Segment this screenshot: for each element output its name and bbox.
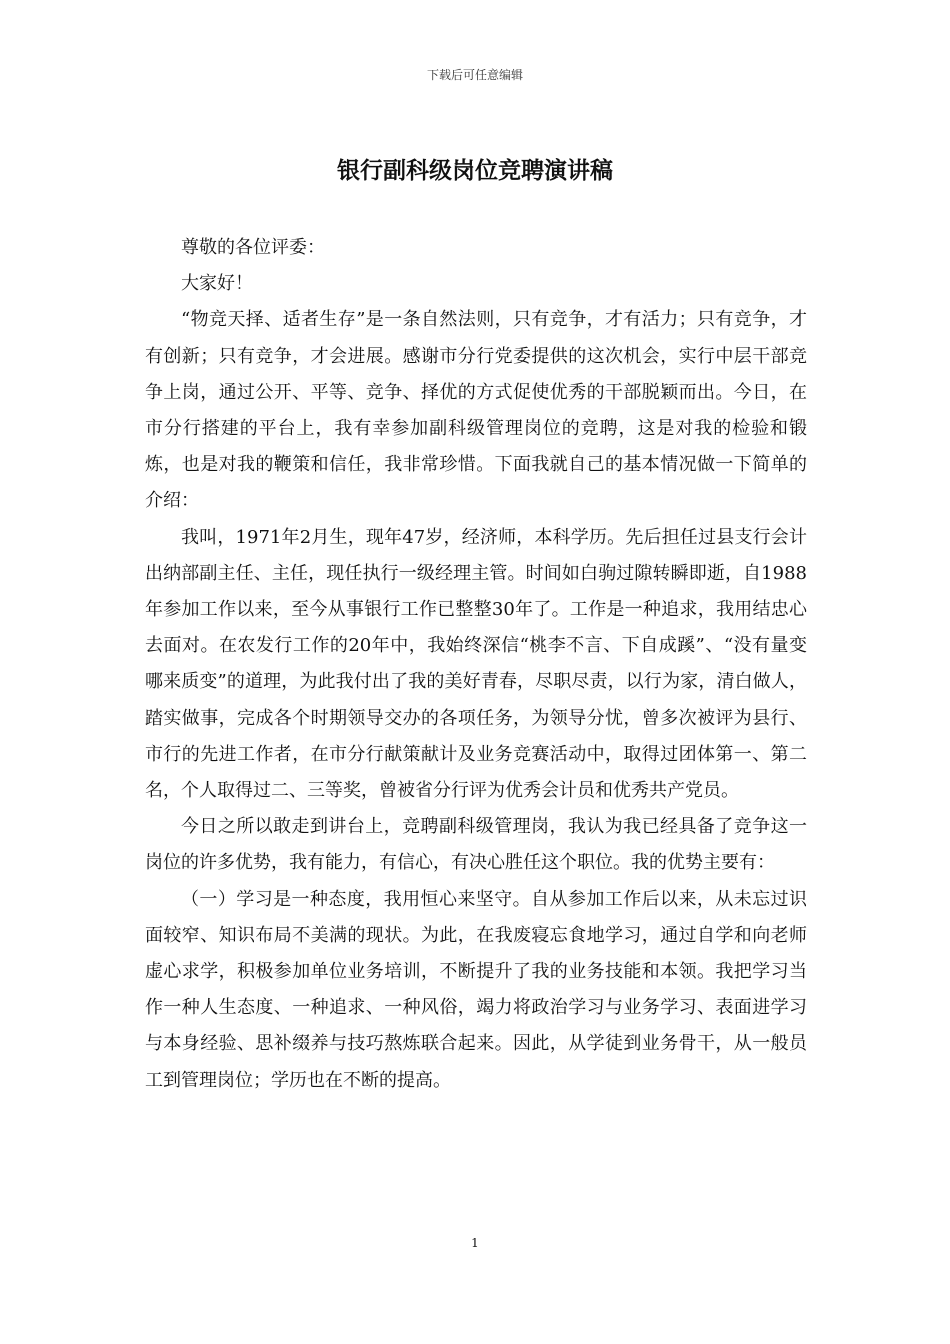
- paragraph-advantages: 今日之所以敢走到讲台上，竞聘副科级管理岗，我认为我已经具备了竞争这一岗位的许多优势，我有能力，有信心，有决心胜任这个职位。我的优势主要有：: [145, 816, 807, 874]
- paragraph-background: 我叫，1971年2月生，现年47岁，经济师，本科学历。先后担任过县支行会计出纳部副主任、主任，现任执行一级经理主管。时间如白驹过隙转瞬即逝，自1988年参加工作以来，至今从事银行工作已整整30年了。工作是一种追求，我用结忠心去面对。在农发行工作的20年中，我始终深信“桃李不言、下自成蹊”、“没有量变哪来质变”的道理，为此我付出了我的美好青春，尽职尽责，以行为家，清白做人，踏实做事，完成各个时期领导交办的各项任务，为领导分忧，曾多次被评为县行、市行的先进工作者，在市分行献策献计及业务竞赛活动中，取得过团体第一、第二名，个人取得过二、三等奖，曾被省分行评为优秀会计员和优秀共产党员。: [145, 526, 807, 802]
- paragraph-advantage-1: （一）学习是一种态度，我用恒心来坚守。自从参加工作后以来，从未忘过识面较窄、知识布局不美满的现状。为此，在我废寝忘食地学习，通过自学和向老师虚心求学，积极参加单位业务培训，不断提升了我的业务技能和本领。我把学习当作一种人生态度、一种追求、一种风俗，竭力将政治学习与业务学习、表面进学习与本身经验、思补缀养与技巧熬炼联合起来。因此，从学徒到业务骨干，从一般员工到管理岗位；学历也在不断的提高。: [145, 888, 807, 1091]
- document-body: [145, 230, 807, 1099]
- document-title: 银行副科级岗位竞聘演讲稿: [337, 157, 613, 184]
- page-number: 1: [471, 1236, 479, 1250]
- header-note: 下载后可任意编辑: [426, 68, 523, 82]
- greeting: 大家好！: [181, 273, 253, 295]
- paragraph-intro: “物竞天择、适者生存”是一条自然法则，只有竞争，才有活力；只有竞争，才有创新；只有竞争，才会进展。感谢市分行党委提供的这次机会，实行中层干部竞争上岗，通过公开、平等、竞争、择优的方式促使优秀的干部脱颖而出。今日，在市分行搭建的平台上，我有幸参加副科级管理岗位的竞聘，这是对我的检验和锻炼，也是对我的鞭策和信任，我非常珍惜。下面我就自己的基本情况做一下简单的介绍：: [145, 309, 807, 512]
- salutation: 尊敬的各位评委：: [181, 237, 325, 258]
